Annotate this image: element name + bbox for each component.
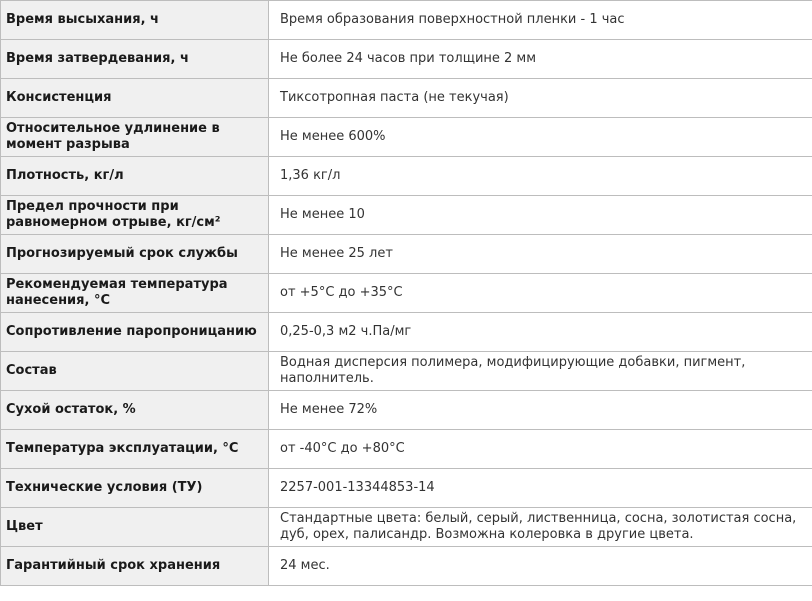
table-row [1, 430, 812, 469]
table-row [1, 1, 812, 40]
table-row [1, 235, 812, 274]
property-name: Гарантийный срок хранения [1, 547, 269, 586]
table-row [1, 196, 812, 235]
property-value: 24 мес. [269, 547, 812, 586]
property-value: от +5°С до +35°С [269, 274, 812, 313]
table-row [1, 79, 812, 118]
property-name: Прогнозируемый срок службы [1, 235, 269, 274]
property-value: Тиксотропная паста (не текучая) [269, 79, 812, 118]
property-name: Время высыхания, ч [1, 1, 269, 40]
property-name: Плотность, кг/л [1, 157, 269, 196]
property-value: Время образования поверхностной пленки - 1 час [269, 1, 812, 40]
property-value: 2257-001-13344853-14 [269, 469, 812, 508]
property-name: Консистенция [1, 79, 269, 118]
spec-table-body [1, 1, 812, 586]
property-name: Относительное удлинение в момент разрыва [1, 118, 269, 157]
property-name: Предел прочности при равномерном отрыве, кг/см² [1, 196, 269, 235]
table-row [1, 547, 812, 586]
property-value: Не менее 72% [269, 391, 812, 430]
table-row [1, 469, 812, 508]
table-row [1, 508, 812, 547]
property-name: Технические условия (ТУ) [1, 469, 269, 508]
table-row [1, 40, 812, 79]
property-name: Время затвердевания, ч [1, 40, 269, 79]
property-value: Водная дисперсия полимера, модифицирующие добавки, пигмент, наполнитель. [269, 352, 812, 391]
property-name: Сопротивление паропроницанию [1, 313, 269, 352]
table-row [1, 274, 812, 313]
table-row [1, 118, 812, 157]
property-value: Не более 24 часов при толщине 2 мм [269, 40, 812, 79]
property-value: Не менее 10 [269, 196, 812, 235]
property-value: Не менее 25 лет [269, 235, 812, 274]
table-row [1, 313, 812, 352]
property-value: Не менее 600% [269, 118, 812, 157]
property-name: Цвет [1, 508, 269, 547]
property-name: Сухой остаток, % [1, 391, 269, 430]
table-row [1, 157, 812, 196]
table-row [1, 352, 812, 391]
table-row [1, 391, 812, 430]
property-value: Стандартные цвета: белый, серый, лиственница, сосна, золотистая сосна, дуб, орех, палисандр. Возможна колеровка в другие цвета. [269, 508, 812, 547]
property-value: 0,25-0,3 м2 ч.Па/мг [269, 313, 812, 352]
property-name: Температура эксплуатации, °С [1, 430, 269, 469]
property-value: от -40°С до +80°С [269, 430, 812, 469]
property-name: Состав [1, 352, 269, 391]
property-name: Рекомендуемая температура нанесения, °С [1, 274, 269, 313]
property-value: 1,36 кг/л [269, 157, 812, 196]
